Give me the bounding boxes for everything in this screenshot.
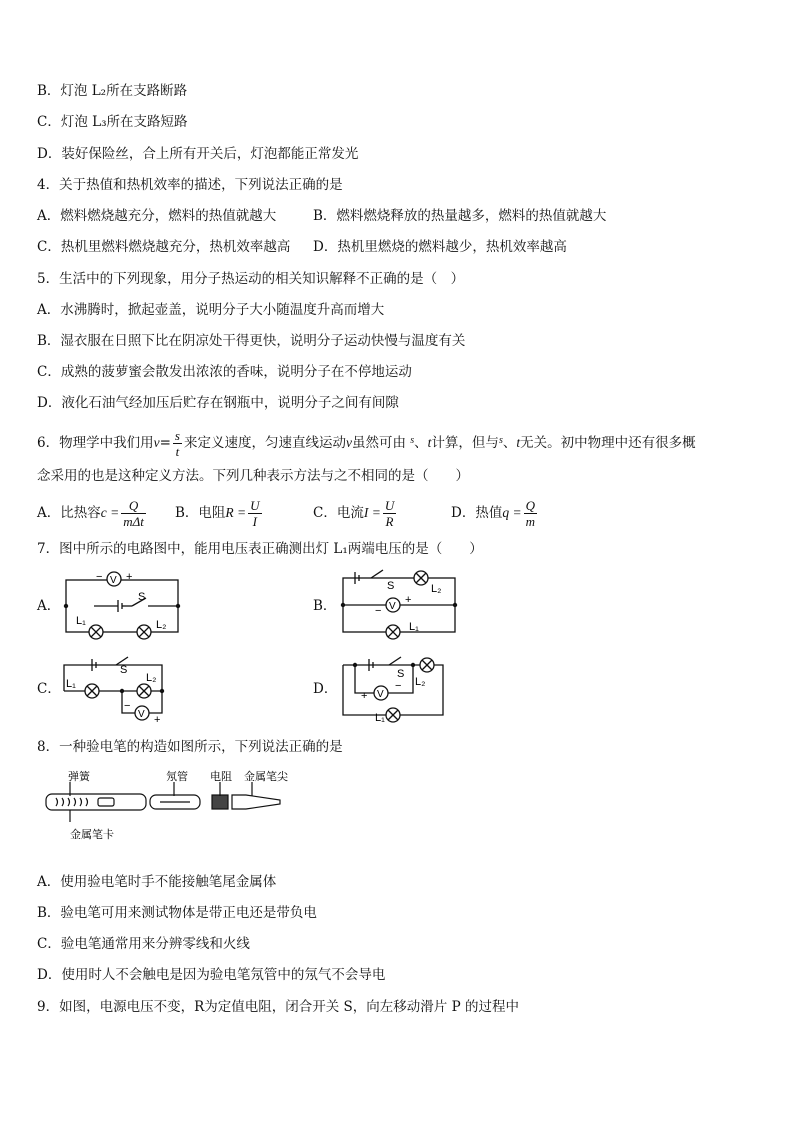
test-pen-diagram xyxy=(40,770,310,848)
pen-spring-label: 弹簧 xyxy=(68,771,90,783)
question-8-stem: 8．一种验电笔的构造如图所示，下列说法正确的是 xyxy=(37,739,343,755)
circuit-a-l2: L₂ xyxy=(156,619,167,631)
q6a-label: A．比热容 xyxy=(37,505,101,521)
circuit-b-label: B． xyxy=(313,598,337,614)
q6-option-d xyxy=(451,493,539,533)
q6d-fraction xyxy=(524,498,537,529)
circuit-a-minus: − xyxy=(96,571,103,583)
q6c-fraction xyxy=(383,498,396,529)
q6-text-4: 计算，但与 xyxy=(431,435,499,451)
question-6-line2: 念采用的也是这种定义方法。下列几种表示方法与之不相同的是（ ） xyxy=(37,468,469,484)
pen-resistor-label: 电阻 xyxy=(210,771,232,783)
q3-option-d: D．装好保险丝，合上所有开关后，灯泡都能正常发光 xyxy=(37,146,359,162)
q4-option-a: A．燃料燃烧越充分，燃料的热值就越大 xyxy=(37,208,277,224)
question-9-stem: 9．如图，电源电压不变，R为定值电阻，闭合开关 S，向左移动滑片 P 的过程中 xyxy=(37,999,519,1015)
circuit-c-minus: − xyxy=(124,700,131,712)
question-6-stem xyxy=(37,424,696,458)
circuit-b-diagram xyxy=(335,568,463,640)
q6-s2: s xyxy=(498,435,503,446)
circuit-a-plus: + xyxy=(126,571,133,583)
pen-clip-label: 金属笔卡 xyxy=(70,829,114,841)
circuit-b-minus: − xyxy=(375,605,382,617)
q6-sep2: 、 xyxy=(502,435,517,451)
q8-option-a: A．使用验电笔时手不能接触笔尾金属体 xyxy=(37,874,277,890)
q6c-lhs: I = xyxy=(363,505,381,520)
q6-option-c xyxy=(313,493,398,533)
q3-option-b: B．灯泡 L₂所在支路断路 xyxy=(37,83,188,99)
q6d-label: D．热值 xyxy=(451,505,503,521)
q6-text-5: 无关。初中物理中还有很多概 xyxy=(520,435,696,451)
circuit-c-l2: L₂ xyxy=(146,672,157,684)
q6c-den: R xyxy=(385,514,394,529)
q6b-den: I xyxy=(252,514,258,529)
q6a-lhs: c = xyxy=(100,505,120,520)
q8-option-d: D．使用时人不会触电是因为验电笔氖管中的氖气不会导电 xyxy=(37,967,386,983)
circuit-c-plus: + xyxy=(154,714,161,725)
q6-option-a xyxy=(37,493,148,533)
circuit-c-l1: L₁ xyxy=(66,678,76,690)
circuit-b-l1: L₁ xyxy=(409,621,419,633)
q6a-fraction xyxy=(121,498,146,529)
q4-option-d: D．热机里燃烧的燃料越少，热机效率越高 xyxy=(313,239,567,255)
q6-frac-num: s xyxy=(174,428,180,443)
circuit-d-v: V xyxy=(377,689,384,700)
q6-speed-fraction xyxy=(173,428,182,459)
q6-text-1: 6．物理学中我们用 xyxy=(37,435,154,451)
circuit-b-v: V xyxy=(389,601,396,612)
pen-tip-label: 金属笔尖 xyxy=(244,771,288,783)
question-7-stem: 7．图中所示的电路图中，能用电压表正确测出灯 L₁两端电压的是（ ） xyxy=(37,541,483,557)
q6c-num: U xyxy=(384,498,395,513)
circuit-a-v: V xyxy=(110,575,117,586)
pen-neon-label: 氖管 xyxy=(166,771,188,783)
q6-sep: 、 xyxy=(414,435,428,451)
question-4-stem: 4．关于热值和热机效率的描述，下列说法正确的是 xyxy=(37,177,343,193)
circuit-b-plus: + xyxy=(405,594,412,606)
q6d-den: m xyxy=(525,514,535,529)
q5-option-c: C．成熟的菠萝蜜会散发出浓浓的香味，说明分子在不停地运动 xyxy=(37,364,412,380)
q6-t: t xyxy=(427,435,432,450)
q5-option-b: B．湿衣服在日照下比在阴凉处干得更快，说明分子运动快慢与温度有关 xyxy=(37,333,466,349)
circuit-a-label: A． xyxy=(37,598,61,614)
q4-option-c: C．热机里燃料燃烧越充分，热机效率越高 xyxy=(37,239,291,255)
q6-s: s xyxy=(410,435,415,446)
question-5-stem: 5．生活中的下列现象，用分子热运动的相关知识解释不正确的是（ ） xyxy=(37,271,465,287)
q6d-lhs: q = xyxy=(502,505,522,520)
circuit-d-l2: L₂ xyxy=(415,676,426,688)
q6-t2: t xyxy=(516,435,521,450)
q6b-num: U xyxy=(250,498,260,513)
circuit-b-l2: L₂ xyxy=(431,583,442,595)
q6b-lhs: R = xyxy=(225,505,247,520)
circuit-c-diagram xyxy=(58,655,174,725)
circuit-d-minus: − xyxy=(395,680,402,692)
circuit-d-diagram xyxy=(335,655,453,723)
q6-text-3: 虽然可由 xyxy=(351,435,406,451)
q6-eq: = xyxy=(159,435,171,451)
q5-option-d: D．液化石油气经加压后贮存在钢瓶中，说明分子之间有间隙 xyxy=(37,395,399,411)
q3-option-c: C．灯泡 L₃所在支路短路 xyxy=(37,114,188,130)
circuit-a-diagram xyxy=(58,566,186,642)
q6-text-2: 来定义速度，匀速直线运动 xyxy=(183,435,346,451)
circuit-a-l1: L₁ xyxy=(76,615,86,627)
q6d-num: Q xyxy=(525,498,535,513)
circuit-c-s: S xyxy=(120,664,128,676)
q6-v: v xyxy=(153,435,160,450)
q6c-label: C．电流 xyxy=(313,505,364,521)
circuit-a-s: S xyxy=(138,591,146,603)
circuit-d-label: D． xyxy=(313,681,338,697)
q6-option-b xyxy=(175,493,264,533)
q8-option-c: C．验电笔通常用来分辨零线和火线 xyxy=(37,936,250,952)
q6b-fraction xyxy=(248,498,261,529)
circuit-d-s: S xyxy=(397,668,405,680)
q4-option-b: B．燃料燃烧释放的热量越多，燃料的热值就越大 xyxy=(313,208,607,224)
circuit-d-l1: L₁ xyxy=(375,712,385,723)
circuit-c-v: V xyxy=(138,709,145,720)
q8-option-b: B．验电笔可用来测试物体是带正电还是带负电 xyxy=(37,905,317,921)
circuit-b-s: S xyxy=(387,580,395,592)
q6a-den: mΔt xyxy=(123,514,144,529)
q6b-label: B．电阻 xyxy=(175,505,226,521)
q6a-num: Q xyxy=(121,498,146,514)
q6-frac-den: t xyxy=(175,444,180,459)
q5-option-a: A．水沸腾时，掀起壶盖，说明分子大小随温度升高而增大 xyxy=(37,302,385,318)
circuit-c-label: C． xyxy=(37,681,61,697)
circuit-d-plus: + xyxy=(361,690,368,702)
q6-v2: v xyxy=(345,435,352,450)
